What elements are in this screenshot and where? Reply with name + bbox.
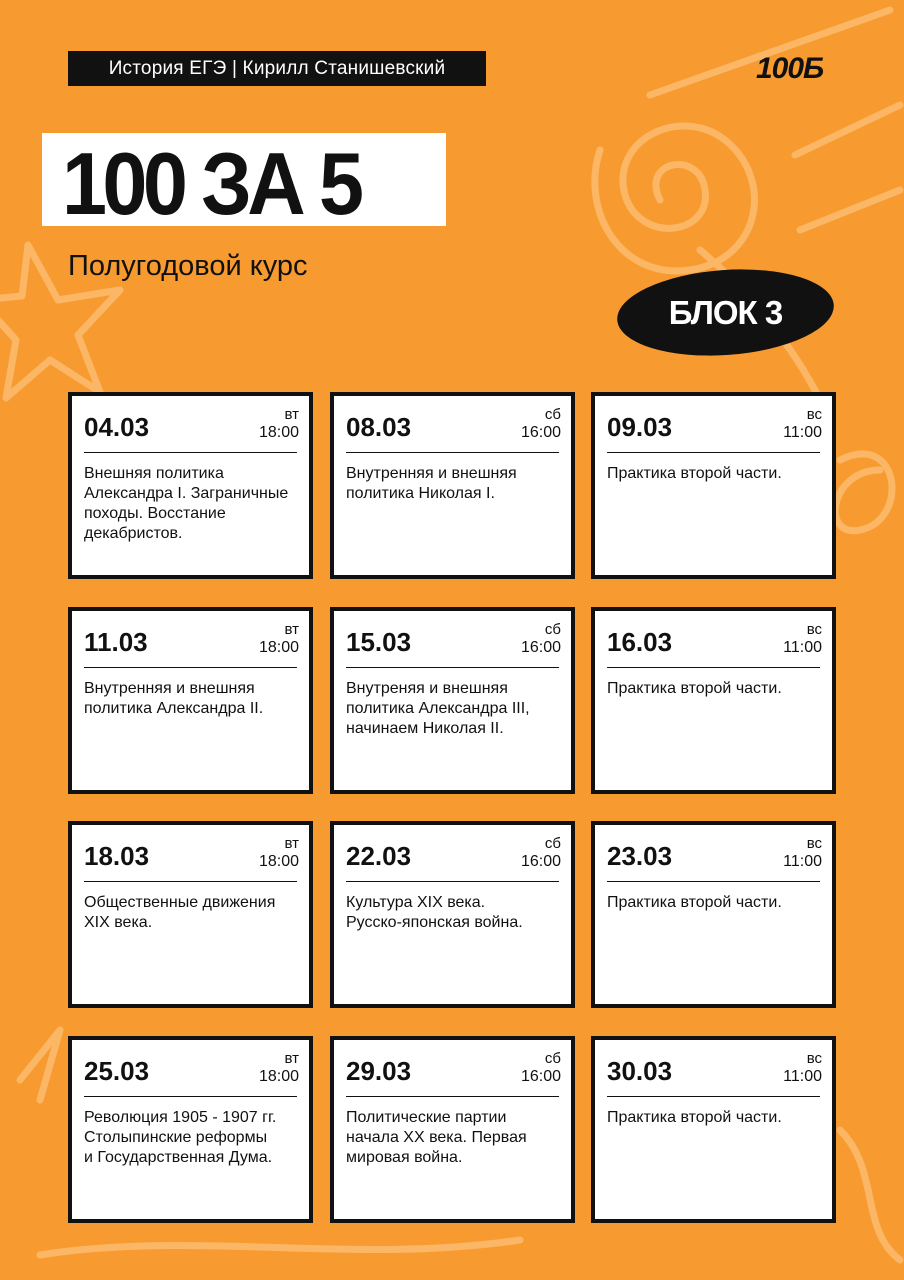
lesson-topic: Практика второй части. [607,894,782,911]
lesson-date: 18.03 [84,841,150,871]
lesson-card [591,1036,836,1223]
lesson-card [591,607,836,794]
lesson-weekday: вт [284,1050,299,1067]
lesson-date: 11.03 [84,627,148,657]
spiral-doodle [595,126,755,271]
lesson-card [591,392,836,579]
lesson-weekday: вс [806,1050,822,1067]
lesson-weekday: вт [284,621,299,638]
course-author-tag: История ЕГЭ | Кирилл Станишевский [68,51,486,86]
lesson-date: 29.03 [346,1056,412,1086]
card-divider [346,667,559,668]
lesson-weekday: сб [544,621,561,638]
swirl-doodle [835,454,892,531]
card-divider [607,1096,820,1097]
lesson-date: 30.03 [607,1056,673,1086]
page-title: 100 ЗА 5 [62,134,360,233]
card-divider [346,881,559,882]
bottom-line-doodle [40,1240,520,1255]
block-badge-label: БЛОК 3 [668,294,783,331]
lesson-time: 11:00 [783,424,822,441]
lesson-time: 16:00 [520,639,561,656]
lesson-time: 16:00 [520,424,561,441]
lesson-date: 16.03 [607,627,673,657]
lesson-time: 16:00 [520,853,561,870]
lesson-weekday: сб [544,406,561,423]
lesson-weekday: вт [284,835,299,852]
card-divider [84,881,297,882]
lesson-time: 11:00 [783,853,822,870]
card-divider [346,452,559,453]
lesson-time: 18:00 [258,1068,299,1085]
lesson-card [330,607,575,794]
lesson-weekday: сб [544,1050,561,1067]
lesson-weekday: вс [806,406,822,423]
lesson-topic: Внутренняя и внешняя политика Александра II. [84,680,264,717]
lesson-weekday: вс [806,835,822,852]
card-divider [84,1096,297,1097]
course-subtitle: Полугодовой курс [68,250,308,282]
lesson-topic: Культура XIX века. Русско-японская война. [346,894,523,931]
lesson-time: 18:00 [258,639,299,656]
lesson-date: 23.03 [607,841,673,871]
card-divider [84,667,297,668]
lesson-topic: Политические партии начала XX века. Первая мировая война. [346,1109,527,1166]
lesson-card [68,392,313,579]
lesson-card [330,1036,575,1223]
lesson-topic: Практика второй части. [607,465,782,482]
lesson-date: 22.03 [346,841,412,871]
lesson-card [591,821,836,1008]
lesson-time: 18:00 [258,853,299,870]
lesson-card [68,821,313,1008]
brand-logo: 100Б [756,52,824,85]
lesson-date: 25.03 [84,1056,150,1086]
lesson-topic: Внешняя политика Александра I. Заграничные походы. Восстание декабристов. [84,465,289,542]
lesson-time: 11:00 [783,1068,822,1085]
lesson-card [330,392,575,579]
card-divider [346,1096,559,1097]
lesson-time: 16:00 [520,1068,561,1085]
lesson-topic: Практика второй части. [607,680,782,697]
lesson-time: 18:00 [258,424,299,441]
lesson-weekday: вт [284,406,299,423]
left-mid-doodle [20,1030,60,1100]
right-bottom-doodle [840,1130,900,1260]
streak-doodle-2 [795,105,900,155]
streak-doodle-3 [800,190,900,230]
lesson-date: 04.03 [84,412,150,442]
lesson-date: 09.03 [607,412,673,442]
card-divider [607,881,820,882]
lesson-topic: Внутренняя и внешняя политика Николая I. [346,465,517,502]
lesson-weekday: сб [544,835,561,852]
card-divider [607,667,820,668]
lesson-topic: Общественные движения XIX века. [84,894,276,931]
lesson-card [68,607,313,794]
lesson-topic: Революция 1905 - 1907 гг. Столыпинские реформы и Государственная Дума. [84,1109,277,1166]
card-divider [84,452,297,453]
lesson-time: 11:00 [783,639,822,656]
lesson-weekday: вс [806,621,822,638]
lesson-topic: Внутреняя и внешняя политика Александра III, начинаем Николая II. [346,680,530,737]
lesson-card [68,1036,313,1223]
lesson-date: 08.03 [346,412,412,442]
lesson-card [330,821,575,1008]
card-divider [607,452,820,453]
lesson-topic: Практика второй части. [607,1109,782,1126]
lesson-date: 15.03 [346,627,412,657]
